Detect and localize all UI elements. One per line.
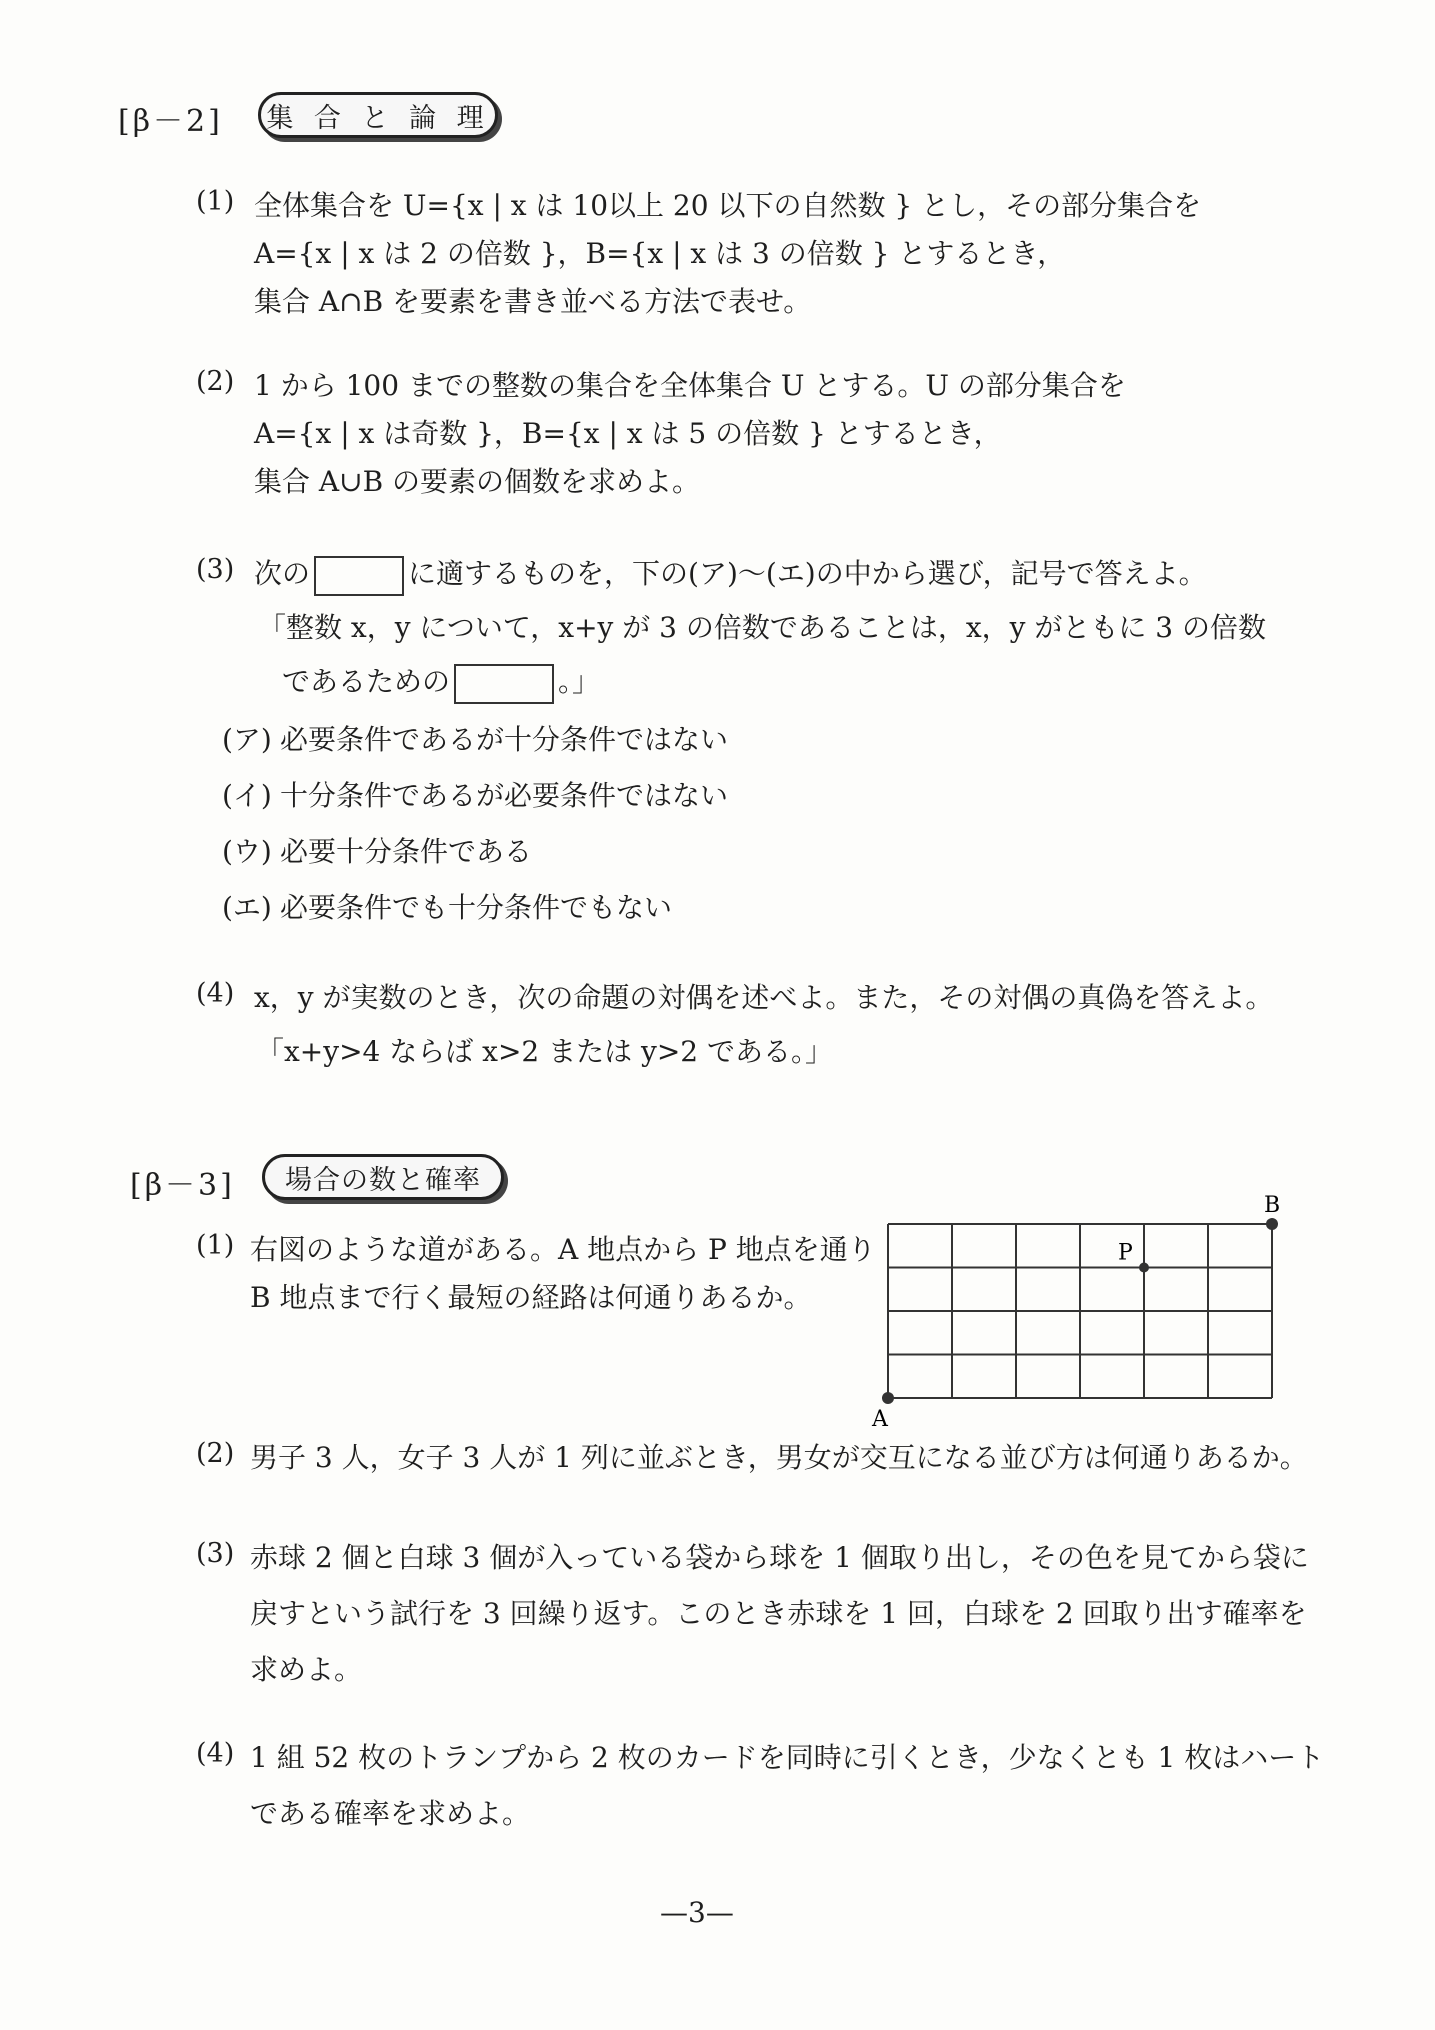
point-a-dot [882, 1392, 894, 1404]
problem-line: 戻すという試行を 3 回繰り返す。このとき赤球を 1 回，白球を 2 回取り出す確率を [250, 1597, 1307, 1630]
problem-quote-line: であるための 。」 [282, 660, 600, 704]
problem-line: 集合 A∪B の要素の個数を求めよ。 [254, 465, 701, 498]
section-code: [β－3] [130, 1168, 235, 1203]
problem-line: 赤球 2 個と白球 3 個が入っている袋から球を 1 個取り出し，その色を見てから袋に [250, 1541, 1309, 1574]
point-b-dot [1266, 1218, 1278, 1230]
problem-line: 全体集合を U={x | x は 10以上 20 以下の自然数 } とし，その部分集合を [254, 189, 1202, 222]
choice-text: 必要十分条件である [280, 835, 533, 868]
problem-number: (1) [196, 186, 235, 217]
label-b: B [1264, 1193, 1281, 1218]
problem-line: である確率を求めよ。 [250, 1797, 531, 1830]
problem-line: x，y が実数のとき，次の命題の対偶を述べよ。また，その対偶の真偽を答えよ。 [254, 981, 1274, 1014]
problem-number: (3) [196, 554, 235, 585]
label-a: A [872, 1407, 888, 1430]
problem-line: 1 から 100 までの整数の集合を全体集合 U とする。U の部分集合を [254, 369, 1126, 402]
road-grid-figure [860, 1190, 1300, 1430]
answer-blank-box [454, 664, 554, 704]
page-number: —3— [660, 1896, 734, 1929]
answer-blank-box [314, 556, 404, 596]
problem-number: (4) [196, 978, 235, 1009]
problem-line: 右図のような道がある。A 地点から P 地点を通り [250, 1233, 876, 1266]
choice-text: 必要条件であるが十分条件ではない [280, 723, 729, 756]
choice-mark: (エ) [222, 891, 272, 924]
section-title-badge: 集 合 と 論 理 [258, 92, 498, 138]
choice-text: 十分条件であるが必要条件ではない [280, 779, 729, 812]
choice-text: 必要条件でも十分条件でもない [280, 891, 673, 924]
problem-quote-line: 「整数 x，y について，x+y が 3 の倍数であることは，x，y がともに 3 の倍数 [258, 611, 1267, 644]
problem-number: (2) [196, 366, 235, 397]
section-title-badge: 場合の数と確率 [262, 1154, 504, 1200]
problem-line: 1 組 52 枚のトランプから 2 枚のカードを同時に引くとき，少なくとも 1 枚はハート [250, 1741, 1325, 1774]
problem-number: (3) [196, 1538, 235, 1569]
problem-line: 求めよ。 [250, 1653, 363, 1686]
problem-line: A={x | x は 2 の倍数 }，B={x | x は 3 の倍数 } とするとき， [254, 237, 1066, 270]
section-code: [β－2] [118, 104, 223, 139]
problem-line: 男子 3 人，女子 3 人が 1 列に並ぶとき，男女が交互になる並び方は何通りあるか。 [250, 1441, 1308, 1474]
point-p-dot [1139, 1263, 1149, 1273]
choice-mark: (イ) [222, 779, 272, 812]
problem-line: B 地点まで行く最短の経路は何通りあるか。 [250, 1281, 812, 1314]
problem-number: (1) [196, 1230, 235, 1261]
choice-mark: (ウ) [222, 835, 272, 868]
grid-lines [888, 1224, 1272, 1398]
problem-line: 次の に適するものを，下の(ア)～(エ)の中から選び，記号で答えよ。 [254, 552, 1207, 596]
problem-line: A={x | x は奇数 }，B={x | x は 5 の倍数 } とするとき， [254, 417, 1002, 450]
choice-mark: (ア) [222, 723, 272, 756]
problem-number: (2) [196, 1438, 235, 1469]
problem-number: (4) [196, 1738, 235, 1769]
problem-line: 集合 A∩B を要素を書き並べる方法で表せ。 [254, 285, 812, 318]
label-p: P [1118, 1240, 1133, 1266]
problem-quote-line: 「x+y>4 ならば x>2 または y>2 である。」 [256, 1035, 834, 1068]
